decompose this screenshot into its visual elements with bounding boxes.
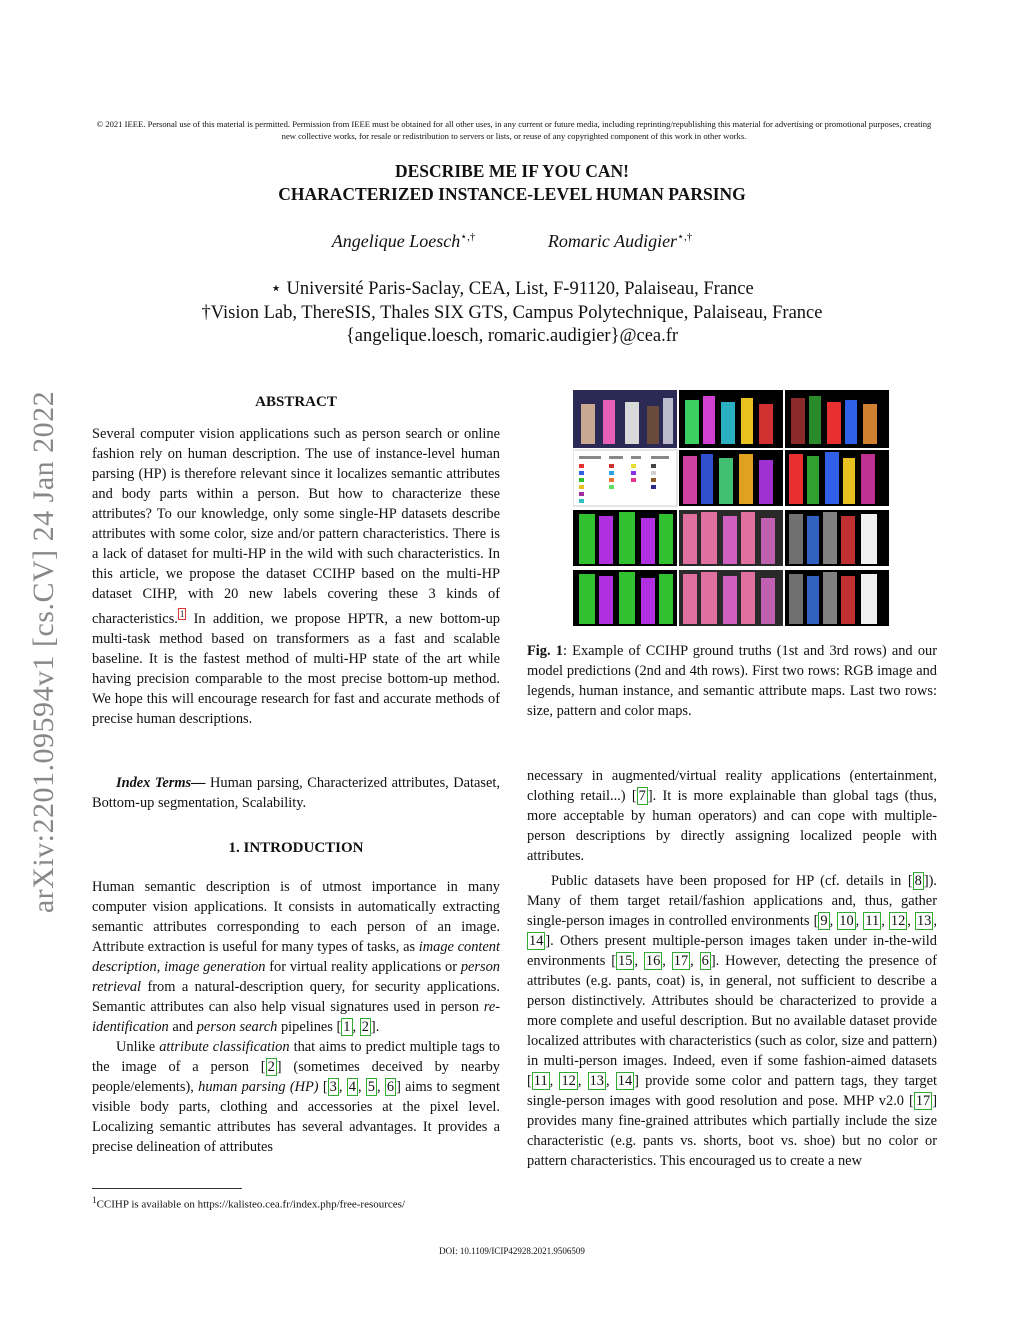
title-line-2: CHARACTERIZED INSTANCE-LEVEL HUMAN PARSING — [278, 184, 746, 204]
title-line-1: DESCRIBE ME IF YOU CAN! — [395, 161, 629, 181]
intro-paragraph-1: Human semantic description is of utmost importance in many computer vision applications. It consists in automatically extracting semantic attributes corresponding to each person of an image. Attribute extraction is useful for many types of tasks, as image content description, image generation for virtual reality applications or person retrieval from a natural-description query, for security applications. Semantic attributes can also help visual signatures used in person re-identification and person search pipelines [ 1 , 2 ]. — [92, 879, 500, 1035]
copyright-notice: © 2021 IEEE. Personal use of this material is permitted. Permission from IEEE must be obtained for all other uses, in any current or future media, including reprinting/republishing this material for advertising or promotional purposes, creating new collective works, for resale or redistribution to servers or lists, or reuse of any copyrighted component of this work in other works. — [96, 119, 932, 141]
figure-1-caption: Fig. 1: Example of CCIHP ground truths (1st and 3rd rows) and our model predictions (2nd and 4th rows). First two rows: RGB image and legends, human instance, and semantic attribute maps. Last two rows: size, pattern and color maps. — [527, 643, 938, 719]
affiliation-1: ⋆ Université Paris-Saclay, CEA, List, F-91120, Palaiseau, France — [270, 279, 754, 299]
citation-link[interactable]: 14 — [617, 1073, 633, 1089]
citation-link[interactable]: 4 — [348, 1079, 356, 1095]
intro-body — [92, 877, 500, 1157]
footnote: $^1$CCIHP is available on https://kalisteo.cea.fr/index.php/free-resources/ — [92, 1195, 405, 1211]
abstract-body: Several computer vision applications such as person search or online fashion rely on human description. The use of instance-level human parsing (HP) is therefore relevant since it localizes semantic attributes and body parts within a person. But how to characterize these attributes? To our knowledge, only some single-HP datasets describe attributes with some color, size and/or pattern characteristics. There is a lack of dataset for multi-HP in the wild with such characteristics. In this article, we propose the dataset CCIHP based on the multi-HP dataset CIHP, with 20 new labels covering these 3 kinds of characteristics. $^1$ In addition, we propose HPTR, a new bottom-up multi-task method based on transformers as a fast and scalable baseline. It is the fastest method of multi-HP state of the art while having precision comparable to the most precise bottom-up method. We hope this will encourage research for fast and accurate methods of precise human descriptions. — [92, 426, 500, 727]
citation-link[interactable]: 6 — [386, 1079, 395, 1095]
abstract-heading: ABSTRACT — [255, 394, 337, 410]
citation-link[interactable]: 17 — [915, 1093, 931, 1109]
citation-link[interactable]: 2 — [361, 1019, 369, 1035]
citation-link[interactable]: 15 — [618, 953, 633, 969]
citation-link[interactable]: 3 — [329, 1079, 337, 1095]
author-1: Angelique Loesch⋆,† — [331, 231, 476, 251]
figure-1-image — [573, 390, 889, 626]
citation-link[interactable]: 13 — [916, 913, 932, 929]
affiliations — [150, 278, 874, 349]
footnote-ref-link[interactable]: 1 — [179, 609, 185, 619]
citation-link[interactable]: 1 — [343, 1019, 351, 1035]
author-emails[interactable]: {angelique.loesch, romaric.audigier}@cea.fr — [345, 326, 679, 346]
right-paragraph-2: Public datasets have been proposed for HP (cf. details in [ 8 ]). Many of them target retail/fashion applications and, thus, gather single-person images in controlled environments [ 9 , 10 , 11 , 12 , 13 , 14 ]. Others present multiple-person images taken under in-the-wild environments [ 15 , 16 , 17 , 6 ]. However, detecting the presence of attributes (e.g. pants, coat) is, in general, not sufficient to describe a person distinctively. Attributes should be characterized to provide a more complete and useful description. But no available dataset provide localized attributes with characteristics (such as color, size and pattern) in multi-person images. Indeed, even if some fashion-aimed datasets [ 11 , 12 , 13 , 14 ] provide some color and pattern tags, they target single-person images with good resolution and pose. MHP v2.0 [ 17 ] provides many fine-grained attributes which partially include the size characteristic (e.g. pants vs. shorts, boot vs. shoe) but no color or pattern characteristics. This encouraged us to create a new — [527, 873, 938, 1169]
author-2: Romaric Audigier⋆,† — [547, 231, 693, 251]
citation-link[interactable]: 13 — [589, 1073, 604, 1089]
intro-heading: 1. INTRODUCTION — [228, 840, 364, 856]
citation-link[interactable]: 12 — [890, 913, 906, 929]
right-paragraph-1: necessary in augmented/virtual reality applications (entertainment, clothing retail...) [ 7 ]. It is more explainable than global tags (thus, more acceptable by human operators) and can cope with multiple-person descriptions by directly assigning localized people with attributes. — [527, 768, 937, 864]
citation-link[interactable]: 10 — [839, 913, 854, 929]
arxiv-stamp: arXiv:2201.09594v1 [cs.CV] 24 Jan 2022 — [27, 390, 60, 914]
index-terms: Index Terms— Human parsing, Characterized attributes, Dataset, Bottom-up segmentation, Scalability. — [92, 775, 500, 811]
citation-link[interactable]: 17 — [673, 953, 689, 969]
paper-title — [150, 160, 874, 206]
citation-link[interactable]: 11 — [865, 913, 880, 929]
citation-link[interactable]: 9 — [820, 913, 828, 929]
author-list — [150, 230, 874, 252]
citation-link[interactable]: 11 — [533, 1073, 548, 1089]
citation-link[interactable]: 16 — [645, 953, 661, 969]
citation-link[interactable]: 5 — [367, 1079, 375, 1095]
footnote-rule — [92, 1188, 242, 1189]
intro-paragraph-2: Unlike attribute classification that aims to predict multiple tags to the image of a person [ 2 ] (sometimes deceived by nearby people/elements), human parsing (HP) [ 3 , 4 , 5 , 6 ] aims to segment visible body parts, clothing and accessories at the pixel level. Localizing semantic attributes has several advantages. It provides a precise delineation of attributes — [92, 1039, 500, 1155]
citation-link[interactable]: 2 — [267, 1059, 275, 1075]
affiliation-2: †Vision Lab, ThereSIS, Thales SIX GTS, Campus Polytechnique, Palaiseau, France — [201, 302, 823, 323]
citation-link[interactable]: 14 — [529, 933, 544, 949]
right-column-body — [527, 766, 937, 1171]
citation-link[interactable]: 6 — [701, 953, 709, 969]
citation-link[interactable]: 12 — [561, 1073, 576, 1089]
citation-link[interactable]: 8 — [914, 873, 922, 889]
citation-link[interactable]: 7 — [638, 788, 646, 804]
doi: DOI: 10.1109/ICIP42928.2021.9506509 — [439, 1246, 585, 1256]
